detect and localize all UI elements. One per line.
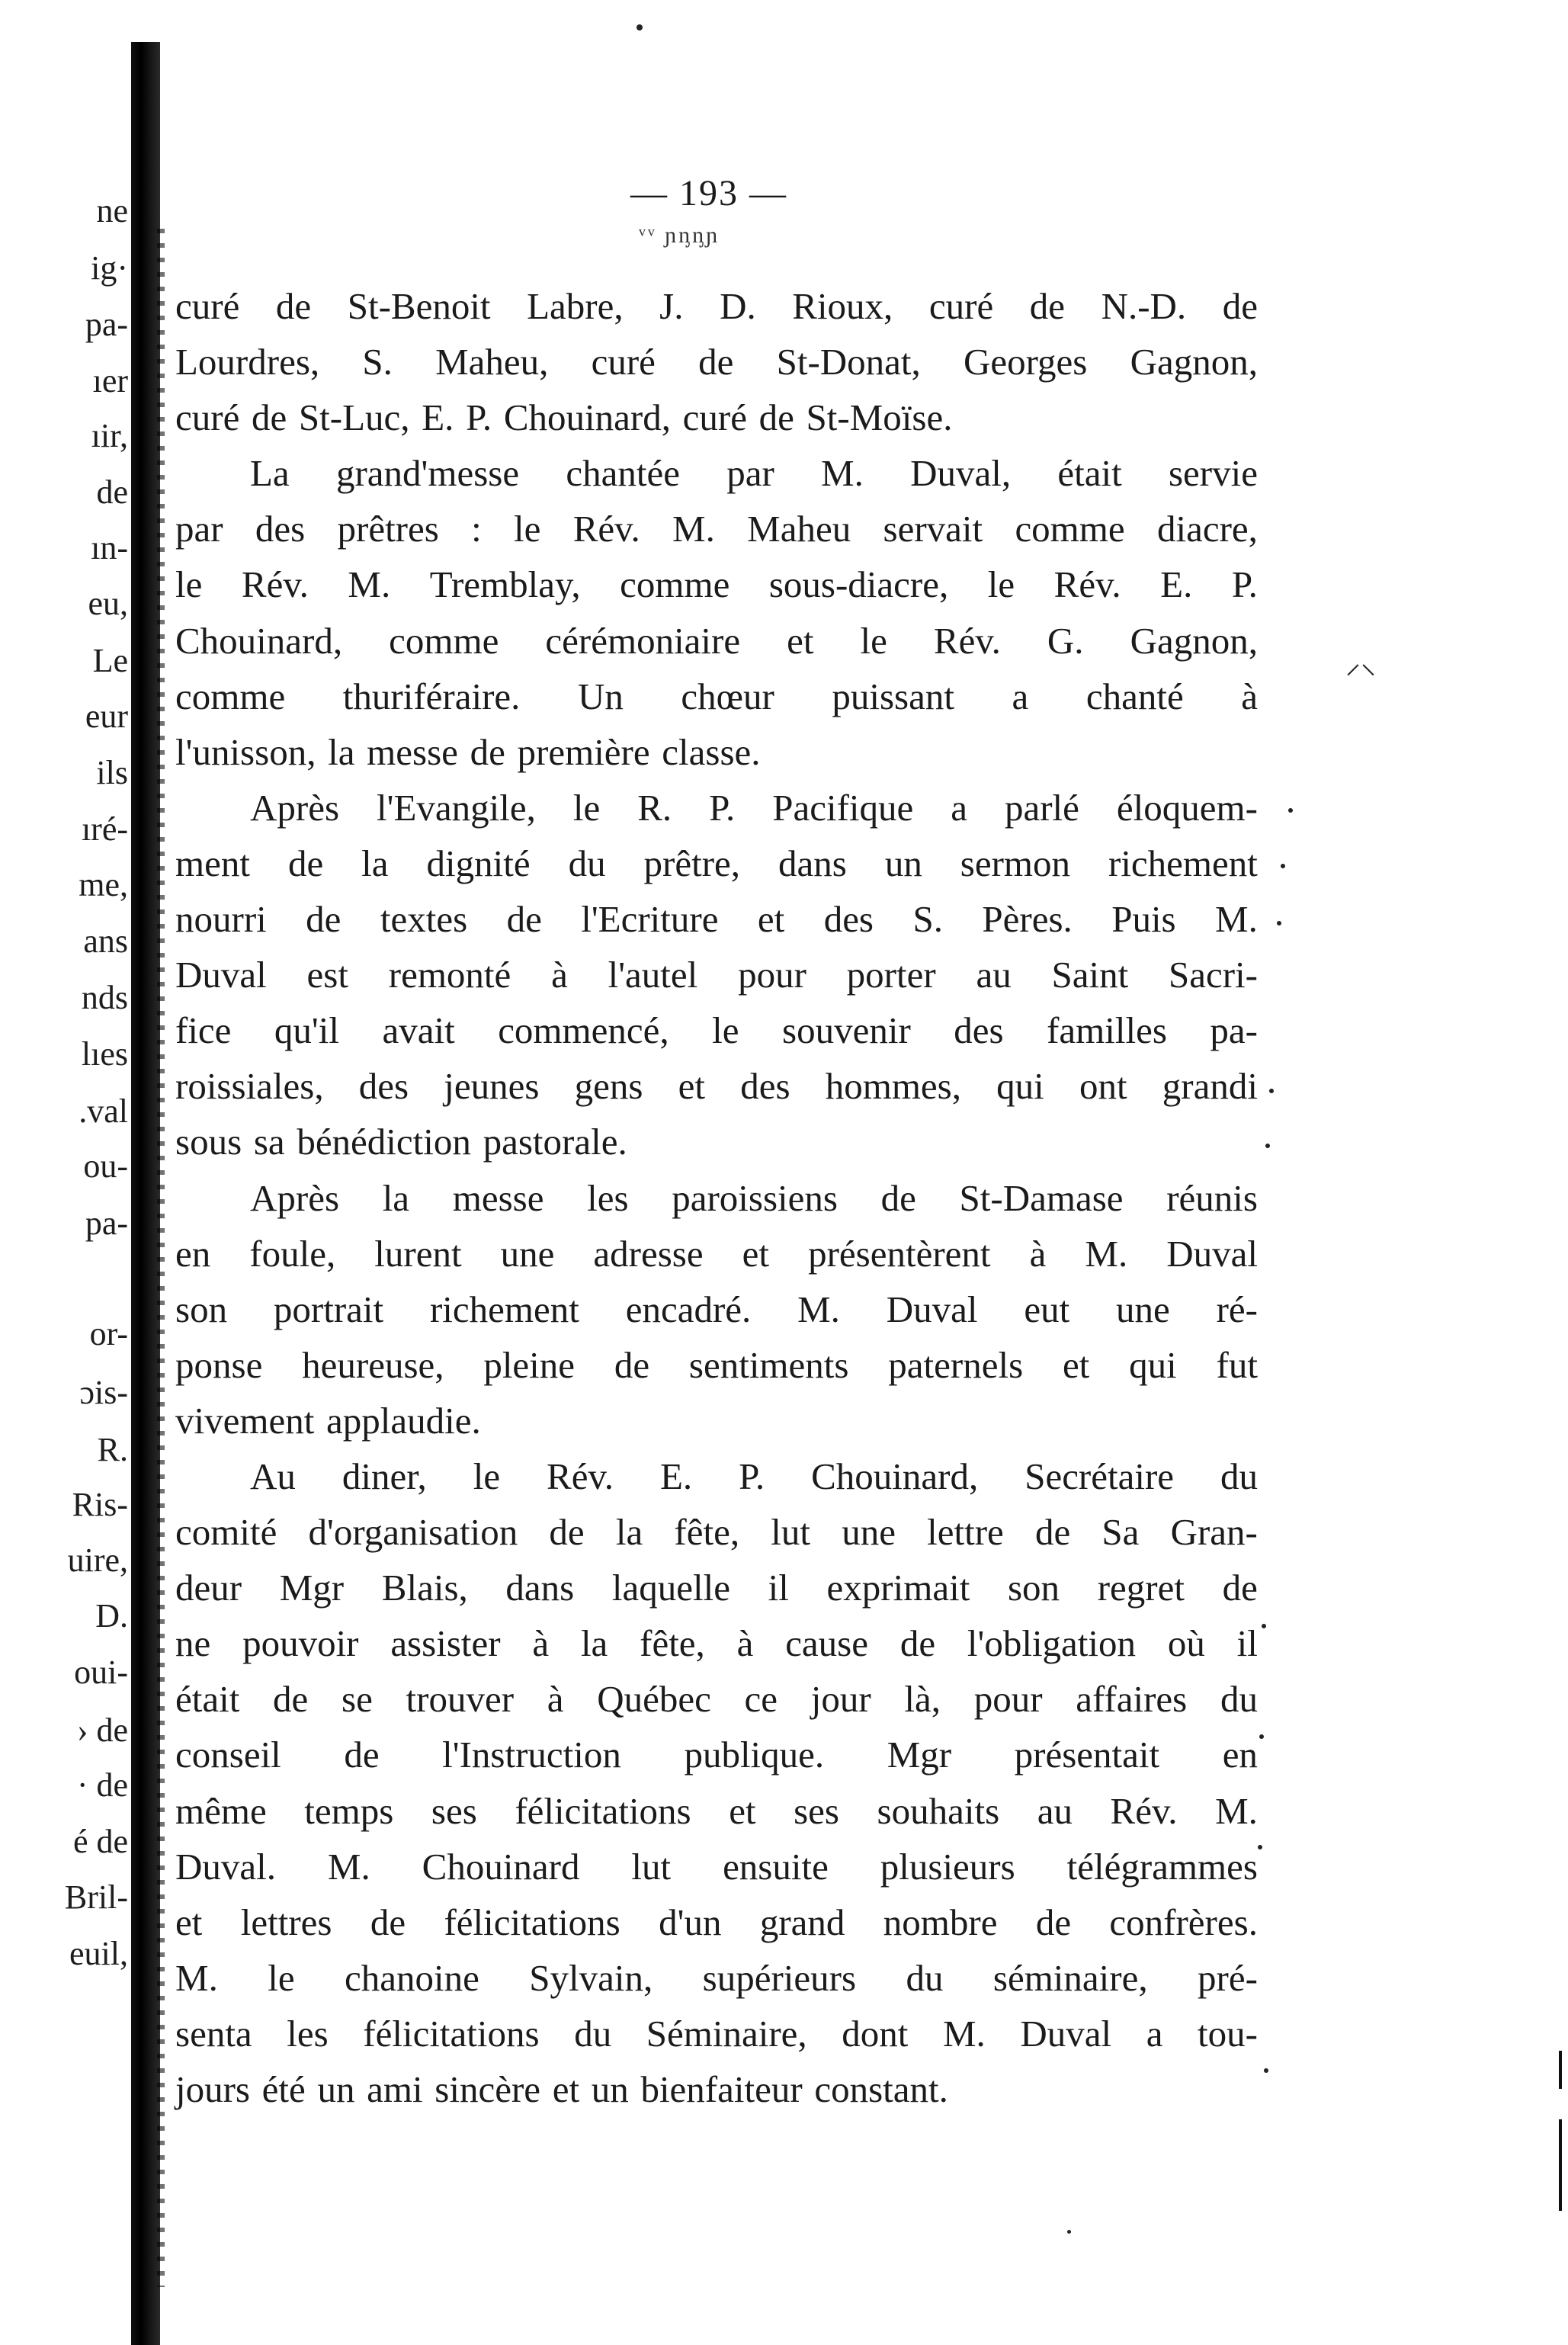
text-line: M. le chanoine Sylvain, supérieurs du séminaire, pré- [175,1956,1258,1999]
text-line: senta les félicitations du Séminaire, dont M. Duval a tou- [175,2012,1258,2055]
facing-page-word: ils [96,754,128,791]
text-line: ment de la dignité du prêtre, dans un sermon richement [175,842,1258,884]
text-line: vivement applaudie. [175,1399,481,1442]
facing-page-word: é de [72,1823,128,1860]
facing-page-word: › de [76,1711,128,1749]
facing-page-word: R. [97,1431,128,1468]
text-line: fice qu'il avait commencé, le souvenir des familles pa- [175,1009,1258,1052]
margin-speck [1262,1624,1266,1628]
text-line: était de se trouver à Québec ce jour là, pour affaires du [175,1678,1258,1721]
facing-page-word: uire, [67,1541,128,1579]
text-line: ponse heureuse, pleine de sentiments paternels et qui fut [175,1343,1258,1386]
text-line: son portrait richement encadré. M. Duval eut une ré- [175,1288,1258,1330]
margin-mark: ⸝⸜ [1345,646,1376,680]
text-line: curé de St-Luc, E. P. Chouinard, curé de St-Moïse. [175,396,953,439]
text-line: La grand'messe chantée par M. Duval, était servie [250,452,1258,495]
text-line: comité d'organisation de la fête, lut une lettre de Sa Gran- [175,1511,1258,1554]
text-line: Lourdres, S. Maheu, curé de St-Donat, Georges Gagnon, [175,341,1258,383]
facing-page-word: D. [95,1597,128,1634]
facing-page-word: lıes [81,1035,128,1073]
margin-speck [1288,808,1293,813]
facing-page-fragment [0,0,137,2345]
facing-page-word: ıré- [81,810,128,848]
facing-page-word: oui- [74,1654,128,1691]
margin-speck [1265,1144,1270,1148]
text-line: sous sa bénédiction pastorale. [175,1121,627,1163]
margin-speck [1264,2068,1268,2073]
text-line: Après la messe les paroissiens de St-Damase réunis [250,1176,1258,1219]
facing-page-word: Le [92,642,128,679]
margin-speck [1269,1089,1274,1093]
facing-page-word: pa- [85,1205,128,1242]
edge-mark [1559,2051,1562,2089]
facing-page-word: nds [81,979,128,1016]
text-line: nourri de textes de l'Ecriture et des S. Pères. Puis M. [175,898,1258,941]
margin-speck [1067,2230,1071,2234]
text-line: Duval est remonté à l'autel pour porter au Saint Sacri- [175,954,1258,996]
facing-page-word: pa- [85,306,128,343]
facing-page-word: de [96,473,128,511]
text-line: le Rév. M. Tremblay, comme sous-diacre, le Rév. E. P. [175,563,1258,606]
text-line: roissiales, des jeunes gens et des hommes, qui ont grandi [175,1065,1258,1108]
text-line: même temps ses félicitations et ses souhaits au Rév. M. [175,1789,1258,1832]
facing-page-word: Ris- [72,1486,128,1523]
edge-mark [1559,2119,1562,2211]
text-line: comme thuriféraire. Un chœur puissant a chanté à [175,675,1258,717]
text-line: jours été un ami sincère et un bienfaiteur constant. [175,2068,948,2110]
margin-speck [1277,921,1281,925]
body-text [175,278,1258,2117]
text-line: l'unisson, la messe de première classe. [175,730,761,773]
margin-speck [636,24,643,30]
facing-page-word: ig· [91,249,128,287]
facing-page-word: euil, [69,1935,128,1972]
text-line: ne pouvoir assister à la fête, à cause de l'obligation où il [175,1622,1258,1665]
facing-page-word: ans [83,922,128,960]
facing-page-word: ıer [92,362,128,399]
facing-page-word: me, [79,866,128,903]
header-mark: ᵛᵛ ɲᶇᶇɲ [639,223,720,248]
facing-page-word: or- [89,1315,128,1352]
text-line: en foule, lurent une adresse et présentèrent à M. Duval [175,1232,1258,1275]
text-line: par des prêtres : le Rév. M. Maheu servait comme diacre, [175,508,1258,550]
text-line: et lettres de félicitations d'un grand nombre de confrères. [175,1901,1258,1943]
gutter-shadow [157,229,165,2287]
facing-page-word: · de [76,1766,128,1804]
text-line: conseil de l'Instruction publique. Mgr présentait en [175,1734,1258,1776]
text-line: Après l'Evangile, le R. P. Pacifique a parlé éloquem- [250,786,1258,829]
margin-speck [1281,864,1285,868]
text-line: deur Mgr Blais, dans laquelle il exprimait son regret de [175,1567,1258,1609]
facing-page-word: ın- [91,529,128,566]
facing-page-word: ıir, [91,417,128,454]
text-line: curé de St-Benoit Labre, J. D. Rioux, curé de N.-D. de [175,285,1258,327]
binding-gutter [131,42,160,2345]
facing-page-word: .val [79,1092,128,1130]
text-line: Au diner, le Rév. E. P. Chouinard, Secrétaire du [250,1455,1258,1497]
facing-page-word: eur [85,698,128,735]
text-line: Duval. M. Chouinard lut ensuite plusieurs télégrammes [175,1845,1258,1888]
facing-page-word: Bril- [64,1878,128,1916]
facing-page-word: ɔis- [79,1374,128,1411]
margin-speck [1259,1734,1264,1739]
margin-speck [1258,1845,1262,1849]
page-number: — 193 — [630,173,787,213]
facing-page-word: ne [96,192,128,229]
facing-page-word: ou- [83,1147,128,1185]
facing-page-word: eu, [88,585,128,622]
text-line: Chouinard, comme cérémoniaire et le Rév. G. Gagnon, [175,619,1258,662]
